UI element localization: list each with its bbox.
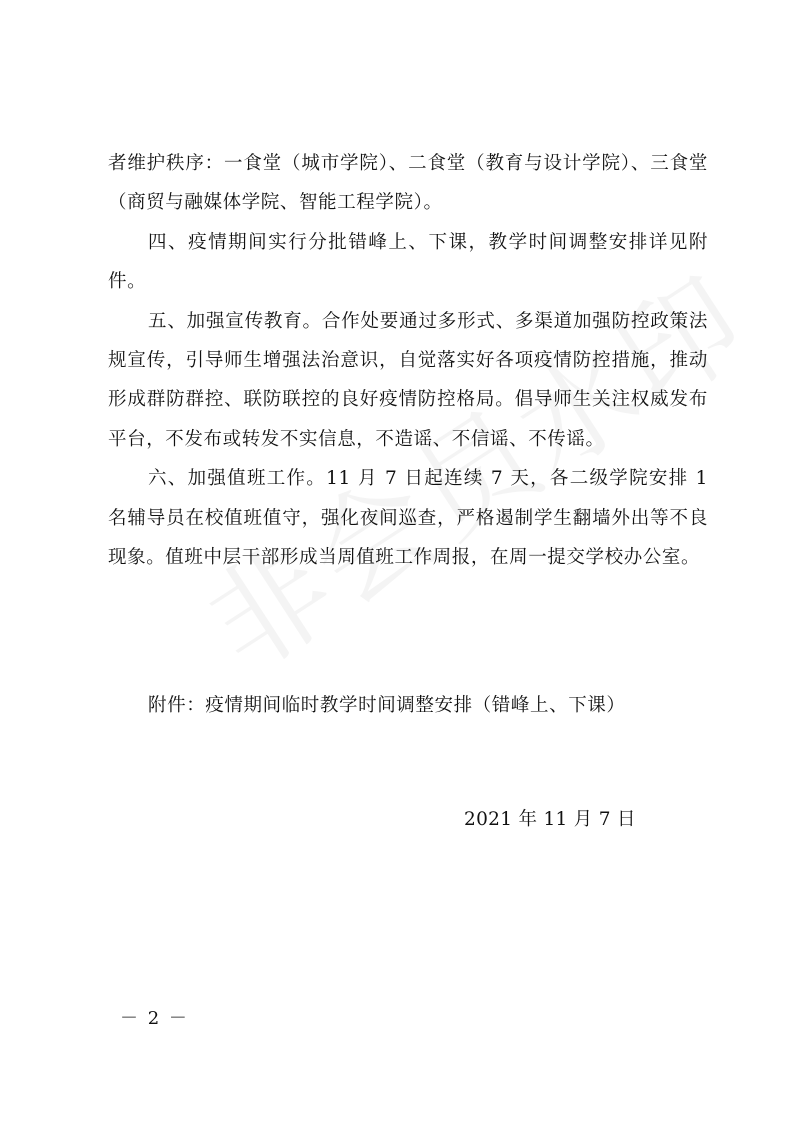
document-body bbox=[108, 144, 708, 577]
paragraph-canteen-order: 者维护秩序：一食堂（城市学院）、二食堂（教育与设计学院）、三食堂（商贸与融媒体学院、智能工程学院）。 bbox=[108, 153, 708, 214]
page-number: － 2 － bbox=[120, 1008, 189, 1029]
paragraph-staggered-classes: 四、疫情期间实行分批错峰上、下课，教学时间调整安排详见附件。 bbox=[108, 231, 708, 293]
paragraph-publicity-education: 五、加强宣传教育。合作处要通过多形式、多渠道加强防控政策法规宣传，引导师生增强法治意识，自觉落实好各项疫情防控措施，推动形成群防群控、联防联控的良好疫情防控格局。倡导师生关注权威发布平台，不发布或转发不实信息，不造谣、不信谣、不传谣。 bbox=[108, 310, 708, 450]
attachment-line: 附件：疫情期间临时教学时间调整安排（错峰上、下课） bbox=[148, 695, 626, 716]
document-date: 2021 年 11 月 7 日 bbox=[464, 809, 636, 830]
paragraph-duty-work: 六、加强值班工作。11 月 7 日起连续 7 天，各二级学院安排 1 名辅导员在校值班值守，强化夜间巡查，严格遏制学生翻墙外出等不良现象。值班中层干部形成当周值班工作周报，在周一提交学校办公室。 bbox=[108, 468, 708, 569]
